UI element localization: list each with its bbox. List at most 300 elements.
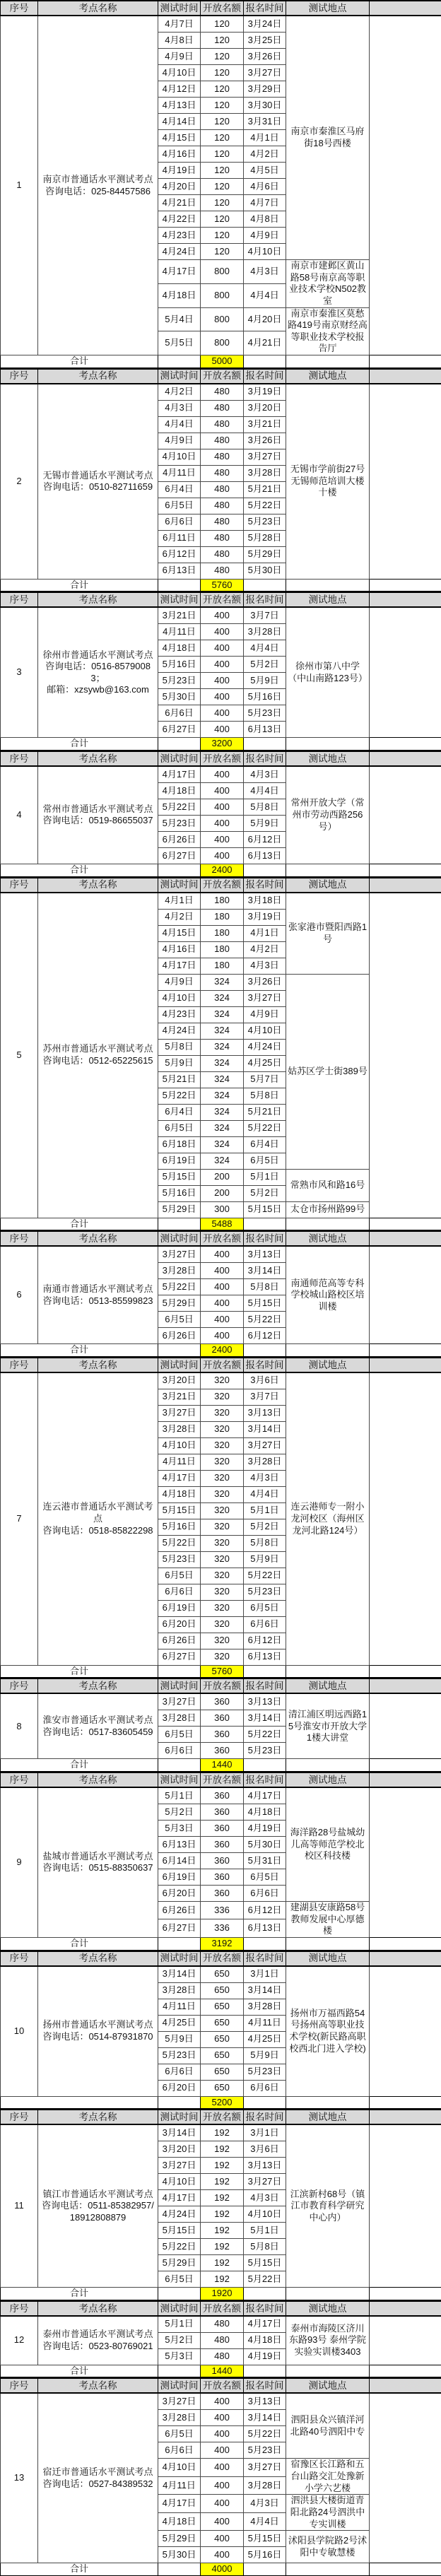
registration-date-cell: 3月6日: [244, 1372, 286, 1389]
test-date-cell: 6月19日: [158, 1600, 201, 1616]
total-empty-cell: [244, 1937, 286, 1950]
test-date-cell: 3月14日: [158, 1966, 201, 1983]
section-table: [0, 1230, 441, 1357]
total-label: 合计: [1, 1218, 158, 1230]
total-row: [1, 2365, 441, 2377]
registration-date-cell: 4月1日: [244, 925, 286, 941]
test-date-cell: 6月13日: [158, 1837, 201, 1853]
registration-date-cell: 4月4日: [244, 1486, 286, 1502]
registration-date-cell: 5月23日: [244, 1584, 286, 1600]
column-header: 开放名额: [201, 592, 244, 607]
test-date-cell: 4月25日: [158, 2015, 201, 2031]
section-header-row: [1, 2301, 441, 2316]
quota-cell: 650: [201, 2080, 244, 2096]
column-header: 测试地点: [286, 2110, 370, 2124]
location-cell: 徐州市第八中学（中山南路123号）: [286, 607, 370, 738]
quota-cell: 324: [201, 1120, 244, 1136]
column-header: 考点名称: [38, 369, 158, 384]
quota-cell: 120: [201, 33, 244, 49]
quota-cell: 360: [201, 1693, 244, 1710]
test-date-cell: 4月1日: [158, 893, 201, 910]
test-date-cell: 6月26日: [158, 1633, 201, 1649]
total-empty-cell: [158, 355, 201, 368]
column-header: 考点名称: [38, 1678, 158, 1693]
quota-cell: 400: [201, 2459, 244, 2476]
test-date-cell: 6月12日: [158, 546, 201, 563]
column-header: 序号: [1, 1678, 38, 1693]
test-date-cell: 4月7日: [158, 16, 201, 33]
column-header: 序号: [1, 1358, 38, 1372]
quota-cell: 120: [201, 163, 244, 179]
quota-cell: 320: [201, 1519, 244, 1535]
test-date-cell: 5月23日: [158, 815, 201, 831]
registration-date-cell: 4月7日: [244, 195, 286, 211]
section-header-row: [1, 2110, 441, 2124]
test-date-cell: 4月17日: [158, 766, 201, 783]
registration-date-cell: 4月18日: [244, 2332, 286, 2348]
total-quota: 3200: [201, 738, 244, 751]
serial-cell: 4: [1, 766, 38, 864]
column-header: 测试时间: [158, 1772, 201, 1787]
test-date-cell: 3月20日: [158, 2141, 201, 2158]
section-table: [0, 751, 441, 877]
column-header: 测试时间: [158, 1, 201, 16]
column-header: 测试地点: [286, 2301, 370, 2316]
column-header: 测试时间: [158, 2110, 201, 2124]
column-header: 测试地点: [286, 1, 370, 16]
test-date-cell: 4月15日: [158, 925, 201, 941]
test-date-cell: 4月10日: [158, 1437, 201, 1454]
registration-date-cell: 5月8日: [244, 2239, 286, 2255]
column-header: 考点名称: [38, 751, 158, 766]
registration-date-cell: 3月13日: [244, 2393, 286, 2410]
test-date-cell: 4月10日: [158, 2174, 201, 2190]
registration-date-cell: 3月31日: [244, 114, 286, 130]
registration-date-cell: 6月13日: [244, 847, 286, 864]
column-header: 考点名称: [38, 2378, 158, 2393]
test-date-cell: 4月20日: [158, 179, 201, 195]
quota-cell: 650: [201, 2015, 244, 2031]
total-filler-cell: [370, 864, 441, 876]
serial-cell: 9: [1, 1787, 38, 1937]
quota-cell: 360: [201, 1886, 244, 1902]
quota-cell: 400: [201, 689, 244, 705]
registration-date-cell: 5月22日: [244, 1312, 286, 1328]
test-date-cell: 6月26日: [158, 831, 201, 847]
column-header: 测试地点: [286, 1358, 370, 1372]
location-cell: 南京市秦淮区莫愁路419号南京财经高等职业技术学校报告厅: [286, 307, 370, 355]
serial-cell: 2: [1, 384, 38, 580]
registration-date-cell: 5月1日: [244, 1502, 286, 1519]
test-date-cell: 3月27日: [158, 1405, 201, 1421]
registration-date-cell: 4月11日: [244, 2015, 286, 2031]
filler-cell: [370, 384, 441, 580]
filler-cell: [370, 1246, 441, 1344]
total-row: [1, 1218, 441, 1230]
quota-cell: 120: [201, 211, 244, 228]
quota-cell: 180: [201, 893, 244, 910]
test-date-cell: 5月23日: [158, 2047, 201, 2064]
test-date-cell: 6月6日: [158, 705, 201, 722]
section-table: [0, 1772, 441, 1951]
test-date-cell: 4月24日: [158, 1023, 201, 1039]
schedule-row: [1, 1246, 441, 1263]
column-header: 报名时间: [244, 1772, 286, 1787]
total-filler-cell: [370, 738, 441, 751]
registration-date-cell: 4月10日: [244, 2206, 286, 2223]
registration-date-cell: 6月6日: [244, 1616, 286, 1633]
quota-cell: 400: [201, 640, 244, 657]
filler-header: [370, 878, 441, 893]
registration-date-cell: 6月6日: [244, 2080, 286, 2096]
quota-cell: 650: [201, 1999, 244, 2015]
registration-date-cell: 6月4日: [244, 1136, 286, 1153]
column-header: 序号: [1, 751, 38, 766]
test-date-cell: 4月24日: [158, 244, 201, 260]
quota-cell: 192: [201, 2141, 244, 2158]
quota-cell: 400: [201, 1295, 244, 1312]
quota-cell: 400: [201, 831, 244, 847]
test-date-cell: 5月15日: [158, 1169, 201, 1185]
serial-cell: 1: [1, 16, 38, 355]
registration-date-cell: 3月13日: [244, 2158, 286, 2174]
quota-cell: 320: [201, 1551, 244, 1568]
quota-cell: 800: [201, 307, 244, 331]
test-date-cell: 6月11日: [158, 530, 201, 546]
quota-cell: 120: [201, 195, 244, 211]
quota-cell: 480: [201, 530, 244, 546]
schedule-row: [1, 1966, 441, 1983]
test-date-cell: 5月16日: [158, 1519, 201, 1535]
total-empty-cell: [244, 2096, 286, 2109]
test-date-cell: 3月28日: [158, 2410, 201, 2426]
serial-cell: 13: [1, 2393, 38, 2563]
registration-date-cell: 5月15日: [244, 1295, 286, 1312]
total-empty-cell: [286, 355, 370, 368]
total-filler-cell: [370, 2096, 441, 2109]
test-date-cell: 6月27日: [158, 722, 201, 738]
column-header: 序号: [1, 1951, 38, 1966]
registration-date-cell: 5月9日: [244, 2047, 286, 2064]
registration-date-cell: 4月17日: [244, 1787, 286, 1804]
registration-date-cell: 5月9日: [244, 1551, 286, 1568]
test-date-cell: 4月19日: [158, 163, 201, 179]
registration-date-cell: 5月16日: [244, 2547, 286, 2563]
test-date-cell: 4月21日: [158, 195, 201, 211]
quota-cell: 400: [201, 1263, 244, 1279]
quota-cell: 324: [201, 1071, 244, 1088]
column-header: 开放名额: [201, 1772, 244, 1787]
location-cell: 清江浦区明远西路15号淮安市开放大学1楼大讲堂: [286, 1693, 370, 1759]
registration-date-cell: 3月18日: [244, 893, 286, 910]
registration-date-cell: 5月8日: [244, 799, 286, 815]
center-name-cell: 宿迁市普通话水平测试考点 咨询电话：0527-84389532: [38, 2393, 158, 2563]
quota-cell: 120: [201, 179, 244, 195]
column-header: 测试地点: [286, 1772, 370, 1787]
total-empty-cell: [286, 1218, 370, 1230]
test-date-cell: 5月29日: [158, 1201, 201, 1218]
test-date-cell: 4月2日: [158, 909, 201, 925]
test-date-cell: 6月19日: [158, 1153, 201, 1169]
test-date-cell: 3月28日: [158, 1710, 201, 1727]
total-empty-cell: [244, 2288, 286, 2300]
column-header: 考点名称: [38, 1, 158, 16]
column-header: 序号: [1, 1772, 38, 1787]
filler-header: [370, 1772, 441, 1787]
quota-cell: 320: [201, 1454, 244, 1470]
quota-cell: 320: [201, 1616, 244, 1633]
column-header: 测试地点: [286, 878, 370, 893]
total-empty-cell: [286, 1759, 370, 1772]
test-date-cell: 4月22日: [158, 211, 201, 228]
quota-cell: 192: [201, 2158, 244, 2174]
total-empty-cell: [158, 2288, 201, 2300]
test-date-cell: 4月17日: [158, 2495, 201, 2512]
location-cell: 南京市建邺区黄山路58号南京高等职业技术学校N502教室: [286, 260, 370, 308]
column-header: 开放名额: [201, 2378, 244, 2393]
center-name-cell: 泰州市普通话水平测试考点 咨询电话：0523-80769021: [38, 2316, 158, 2365]
quota-cell: 120: [201, 16, 244, 33]
filler-header: [370, 1951, 441, 1966]
column-header: 考点名称: [38, 592, 158, 607]
quota-cell: 650: [201, 1982, 244, 1999]
total-empty-cell: [286, 2288, 370, 2300]
quota-cell: 400: [201, 673, 244, 689]
test-date-cell: 5月2日: [158, 1804, 201, 1821]
serial-cell: 7: [1, 1372, 38, 1666]
test-date-cell: 5月22日: [158, 2239, 201, 2255]
column-header: 测试时间: [158, 1231, 201, 1246]
quota-cell: 120: [201, 146, 244, 163]
total-quota: 5200: [201, 2096, 244, 2109]
test-date-cell: 4月18日: [158, 782, 201, 799]
test-date-cell: 5月1日: [158, 2316, 201, 2333]
quota-cell: 480: [201, 498, 244, 514]
test-date-cell: 5月2日: [158, 2332, 201, 2348]
test-date-cell: 3月21日: [158, 607, 201, 624]
section-table: [0, 1951, 441, 2110]
quota-cell: 324: [201, 1153, 244, 1169]
test-date-cell: 3月21日: [158, 1389, 201, 1405]
registration-date-cell: 3月27日: [244, 449, 286, 465]
quota-cell: 800: [201, 331, 244, 355]
location-cell: 宿豫区长江路和五台山路交汇处豫新小学六艺楼: [286, 2459, 370, 2495]
quota-cell: 324: [201, 1039, 244, 1055]
schedule-row: [1, 2393, 441, 2410]
test-date-cell: 4月18日: [158, 640, 201, 657]
quota-cell: 120: [201, 130, 244, 146]
filler-header: [370, 592, 441, 607]
quota-cell: 324: [201, 1006, 244, 1023]
column-header: 测试地点: [286, 369, 370, 384]
quota-cell: 400: [201, 2512, 244, 2530]
column-header: 考点名称: [38, 1358, 158, 1372]
total-empty-cell: [244, 864, 286, 876]
total-empty-cell: [244, 738, 286, 751]
filler-cell: [370, 2124, 441, 2288]
quota-cell: 180: [201, 958, 244, 974]
quota-cell: 360: [201, 1821, 244, 1837]
test-date-cell: 6月5日: [158, 2271, 201, 2288]
quota-cell: 320: [201, 1389, 244, 1405]
total-row: [1, 738, 441, 751]
column-header: 测试时间: [158, 2301, 201, 2316]
registration-date-cell: 3月13日: [244, 1246, 286, 1263]
column-header: 测试地点: [286, 1231, 370, 1246]
quota-cell: 120: [201, 98, 244, 114]
quota-cell: 400: [201, 2476, 244, 2494]
test-date-cell: 3月28日: [158, 1421, 201, 1437]
total-empty-cell: [244, 1665, 286, 1678]
test-date-cell: 4月9日: [158, 974, 201, 990]
column-header: 报名时间: [244, 2110, 286, 2124]
registration-date-cell: 3月1日: [244, 1966, 286, 1983]
section-table: [0, 1678, 441, 1772]
test-date-cell: 4月16日: [158, 941, 201, 958]
column-header: 考点名称: [38, 878, 158, 893]
registration-date-cell: 3月26日: [244, 433, 286, 449]
registration-date-cell: 4月9日: [244, 228, 286, 244]
registration-date-cell: 4月3日: [244, 260, 286, 284]
serial-cell: 8: [1, 1693, 38, 1759]
registration-date-cell: 5月7日: [244, 1071, 286, 1088]
registration-date-cell: 3月14日: [244, 2410, 286, 2426]
registration-date-cell: 5月23日: [244, 1743, 286, 1759]
total-row: [1, 2096, 441, 2109]
filler-header: [370, 1, 441, 16]
quota-cell: 120: [201, 114, 244, 130]
total-empty-cell: [158, 1937, 201, 1950]
quota-cell: 400: [201, 1328, 244, 1344]
total-label: 合计: [1, 355, 158, 368]
column-header: 序号: [1, 369, 38, 384]
location-cell: 泗洪县大楼街道青阳北路24号泗洪中专实训楼: [286, 2495, 370, 2531]
test-date-cell: 4月23日: [158, 228, 201, 244]
total-quota: 5488: [201, 1218, 244, 1230]
quota-cell: 360: [201, 1787, 244, 1804]
registration-date-cell: 5月22日: [244, 1568, 286, 1584]
registration-date-cell: 4月21日: [244, 331, 286, 355]
test-date-cell: 5月29日: [158, 2531, 201, 2547]
registration-date-cell: 5月23日: [244, 2442, 286, 2459]
total-row: [1, 1665, 441, 1678]
test-date-cell: 5月30日: [158, 689, 201, 705]
total-empty-cell: [286, 1937, 370, 1950]
test-date-cell: 5月4日: [158, 307, 201, 331]
quota-cell: 480: [201, 449, 244, 465]
total-empty-cell: [286, 1344, 370, 1357]
total-quota: 2400: [201, 1344, 244, 1357]
registration-date-cell: 3月27日: [244, 2459, 286, 2476]
column-header: 开放名额: [201, 369, 244, 384]
quota-cell: 480: [201, 2332, 244, 2348]
column-header: 报名时间: [244, 1678, 286, 1693]
test-date-cell: 6月5日: [158, 498, 201, 514]
schedule-row: [1, 2316, 441, 2333]
registration-date-cell: 3月7日: [244, 607, 286, 624]
registration-date-cell: 4月25日: [244, 1055, 286, 1071]
test-date-cell: 6月5日: [158, 1312, 201, 1328]
quota-cell: 192: [201, 2206, 244, 2223]
section-header-row: [1, 751, 441, 766]
quota-cell: 336: [201, 1902, 244, 1919]
test-date-cell: 4月3日: [158, 400, 201, 416]
location-cell: 扬州市万福西路54号扬州高等职业技术学校(新民路高职校西北门进入学校): [286, 1966, 370, 2097]
test-date-cell: 4月11日: [158, 1454, 201, 1470]
registration-date-cell: 4月4日: [244, 640, 286, 657]
test-date-cell: 4月2日: [158, 384, 201, 401]
quota-cell: 400: [201, 1246, 244, 1263]
total-quota: 1440: [201, 1759, 244, 1772]
quota-cell: 320: [201, 1372, 244, 1389]
test-date-cell: 4月16日: [158, 146, 201, 163]
registration-date-cell: 5月22日: [244, 1727, 286, 1743]
registration-date-cell: 3月28日: [244, 465, 286, 481]
registration-date-cell: 3月14日: [244, 1263, 286, 1279]
quota-cell: 360: [201, 1710, 244, 1727]
quota-cell: 324: [201, 1088, 244, 1104]
registration-date-cell: 5月2日: [244, 657, 286, 673]
test-date-cell: 5月22日: [158, 799, 201, 815]
total-empty-cell: [286, 2365, 370, 2377]
registration-date-cell: 5月22日: [244, 2271, 286, 2288]
test-date-cell: 5月23日: [158, 1551, 201, 1568]
quota-cell: 480: [201, 2348, 244, 2365]
column-header: 开放名额: [201, 1951, 244, 1966]
total-quota: 5000: [201, 355, 244, 368]
schedule-row: [1, 893, 441, 910]
registration-date-cell: 4月10日: [244, 1023, 286, 1039]
column-header: 序号: [1, 2301, 38, 2316]
quota-cell: 320: [201, 1486, 244, 1502]
registration-date-cell: 6月12日: [244, 1328, 286, 1344]
column-header: 报名时间: [244, 2378, 286, 2393]
quota-cell: 200: [201, 1169, 244, 1185]
section-table: [0, 877, 441, 1231]
section-table: [0, 368, 441, 592]
serial-cell: 6: [1, 1246, 38, 1344]
quota-cell: 400: [201, 2410, 244, 2426]
serial-cell: 5: [1, 893, 38, 1218]
total-empty-cell: [244, 579, 286, 592]
total-label: 合计: [1, 738, 158, 751]
quota-cell: 192: [201, 2174, 244, 2190]
registration-date-cell: 3月28日: [244, 1454, 286, 1470]
quota-cell: 480: [201, 563, 244, 579]
total-row: [1, 355, 441, 368]
column-header: 报名时间: [244, 592, 286, 607]
quota-cell: 120: [201, 244, 244, 260]
location-cell: 建湖县安康路58号教师发展中心厚德楼: [286, 1902, 370, 1938]
registration-date-cell: 4月2日: [244, 941, 286, 958]
section-header-row: [1, 1951, 441, 1966]
filler-cell: [370, 1372, 441, 1666]
quota-cell: 650: [201, 2031, 244, 2047]
section-header-row: [1, 369, 441, 384]
test-date-cell: 4月23日: [158, 1006, 201, 1023]
registration-date-cell: 3月21日: [244, 416, 286, 433]
quota-cell: 800: [201, 283, 244, 307]
total-empty-cell: [286, 2563, 370, 2576]
section-header-row: [1, 2378, 441, 2393]
column-header: 开放名额: [201, 1678, 244, 1693]
column-header: 开放名额: [201, 878, 244, 893]
column-header: 测试地点: [286, 751, 370, 766]
section-header-row: [1, 878, 441, 893]
test-date-cell: 4月14日: [158, 114, 201, 130]
registration-date-cell: 5月1日: [244, 1169, 286, 1185]
total-quota: 1440: [201, 2365, 244, 2377]
